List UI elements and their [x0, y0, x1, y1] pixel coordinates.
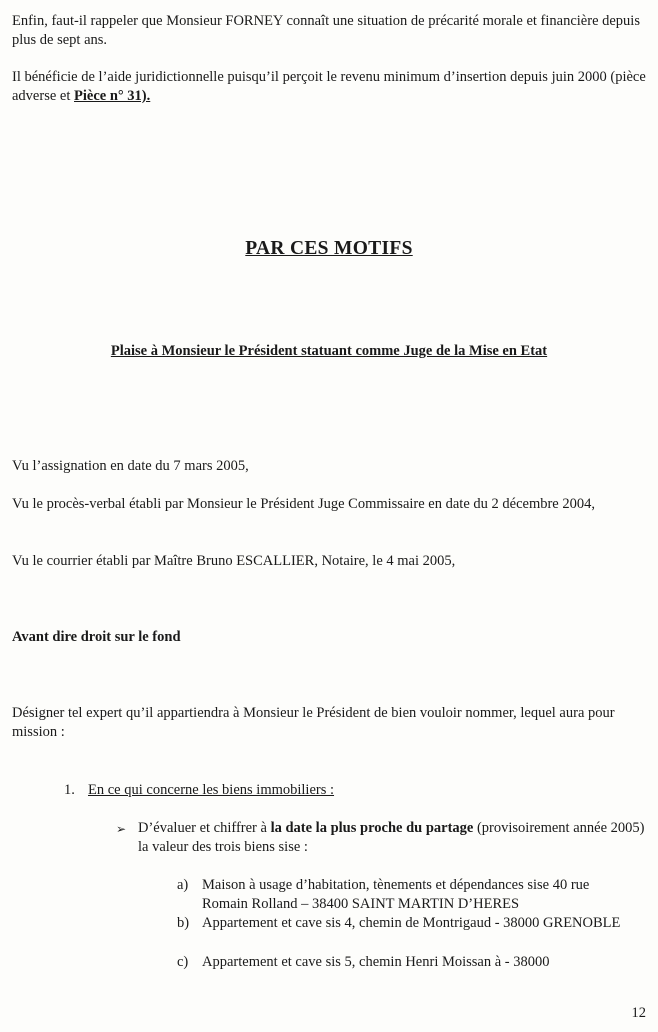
bullet-text-start: D’évaluer et chiffrer à — [138, 820, 271, 836]
section-subheading: Plaise à Monsieur le Président statuant comme Juge de la Mise en Etat — [110, 343, 548, 359]
sub-item-appartement-montrigaud: Appartement et cave sis 4, chemin de Montrigaud - 38000 GRENOBLE — [202, 915, 621, 931]
sub-item-letter: b) — [177, 915, 190, 931]
arrow-bullet-icon: ➢ — [116, 822, 127, 836]
sub-item-letter: a) — [177, 877, 189, 893]
avant-dire-droit: Avant dire droit sur le fond — [12, 629, 181, 645]
paragraph-precarite: Enfin, faut-il rappeler que Monsieur FORNEY connaît une situation de précarité morale et financière depuis plus de sept ans. — [12, 13, 640, 48]
paragraph-designer: Désigner tel expert qu’il appartiendra à Monsieur le Président de bien vouloir nommer, lequel aura pour mission : — [12, 705, 615, 740]
vu-proces-verbal: Vu le procès-verbal établi par Monsieur le Président Juge Commissaire en date du 2 décembre 2004, — [12, 496, 595, 512]
page-number: 12 — [631, 1005, 646, 1021]
paragraph-aide-juridictionnelle — [12, 68, 648, 106]
bullet-text-end: (provisoirement année 2005) la valeur des trois biens sise : — [138, 820, 645, 855]
piece-reference: Pièce n° 31). — [74, 88, 151, 104]
bullet-evaluer — [138, 819, 648, 857]
section-heading: PAR CES MOTIFS — [245, 238, 413, 259]
sub-item-letter: c) — [177, 954, 189, 970]
vu-assignation: Vu l’assignation en date du 7 mars 2005, — [12, 458, 249, 474]
paragraph-aide-text: Il bénéficie de l’aide juridictionnelle puisqu’il perçoit le revenu minimum d’insertion depuis juin 2000 (pièce adverse et — [12, 69, 646, 104]
list-number: 1. — [64, 782, 75, 798]
vu-courrier: Vu le courrier établi par Maître Bruno ESCALLIER, Notaire, le 4 mai 2005, — [12, 553, 456, 569]
list-item-label: En ce qui concerne les biens immobiliers : — [88, 782, 335, 798]
bullet-text-bold: la date la plus proche du partage — [270, 820, 474, 836]
sub-item-maison: Maison à usage d’habitation, tènements et dépendances sise 40 rue Romain Rolland – 38400 SAINT MARTIN D’HERES — [202, 877, 590, 912]
sub-item-appartement-moissan: Appartement et cave sis 5, chemin Henri Moissan à - 38000 — [202, 954, 550, 970]
